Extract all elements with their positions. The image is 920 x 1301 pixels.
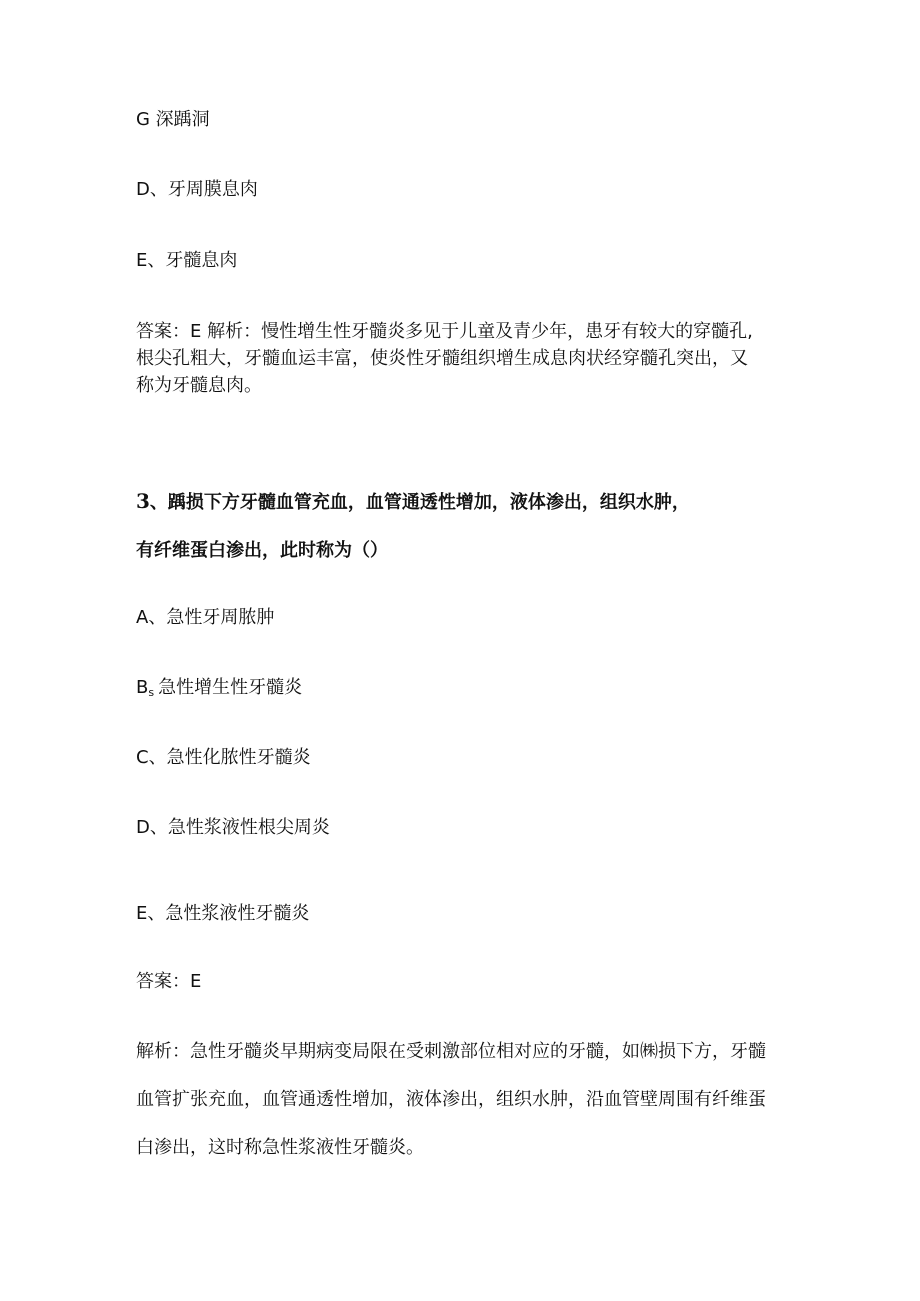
question-3-line-1 xyxy=(136,489,690,515)
q3-option-b xyxy=(136,676,302,705)
q3-answer: 答案：E xyxy=(136,971,202,992)
q3-option-c: C、急性化脓性牙髓炎 xyxy=(136,747,311,768)
question-number: 3 xyxy=(136,489,150,513)
q3-option-e: E、急性浆液性牙髓炎 xyxy=(136,903,310,924)
option-b-text: 急性增生性牙髓炎 xyxy=(158,677,303,698)
q3-explanation xyxy=(136,1040,786,1160)
answer-explanation xyxy=(136,320,786,398)
option-b-mark: s xyxy=(148,686,155,699)
answer-line-3: 称为牙髓息肉。 xyxy=(136,375,262,396)
option-b-letter: B xyxy=(136,677,149,698)
question-3-line-2: 有纤维蛋白渗出，此时称为（） xyxy=(136,540,388,561)
option-d: D、牙周膜息肉 xyxy=(136,179,258,200)
option-e: E、牙髓息肉 xyxy=(136,250,238,271)
explanation-line-2: 血管扩张充血，血管通透性增加，液体渗出，组织水肿，沿血管壁周围有纤维蛋 xyxy=(136,1089,766,1110)
explanation-line-3: 白渗出，这时称急性浆液性牙髓炎。 xyxy=(136,1137,424,1158)
explanation-line-1: 解析：急性牙髓炎早期病变局限在受刺激部位相对应的牙髓，如㈱损下方，牙髓 xyxy=(136,1041,766,1062)
q3-option-a: A、急性牙周脓肿 xyxy=(136,607,275,628)
question-text-1: 、踽损下方牙髓血管充血，血管通透性增加，液体渗出，组织水肿， xyxy=(149,492,690,513)
answer-line-2: 根尖孔粗大，牙髓血运丰富，使炎性牙髓组织增生成息肉状经穿髓孔突出，又 xyxy=(136,348,748,369)
answer-line-1: 答案：E 解析：慢性增生性牙髓炎多见于儿童及青少年，患牙有较大的穿髓孔, xyxy=(136,321,753,342)
option-g: G 深踽洞 xyxy=(136,109,210,130)
q3-option-d: D、急性浆液性根尖周炎 xyxy=(136,817,330,838)
